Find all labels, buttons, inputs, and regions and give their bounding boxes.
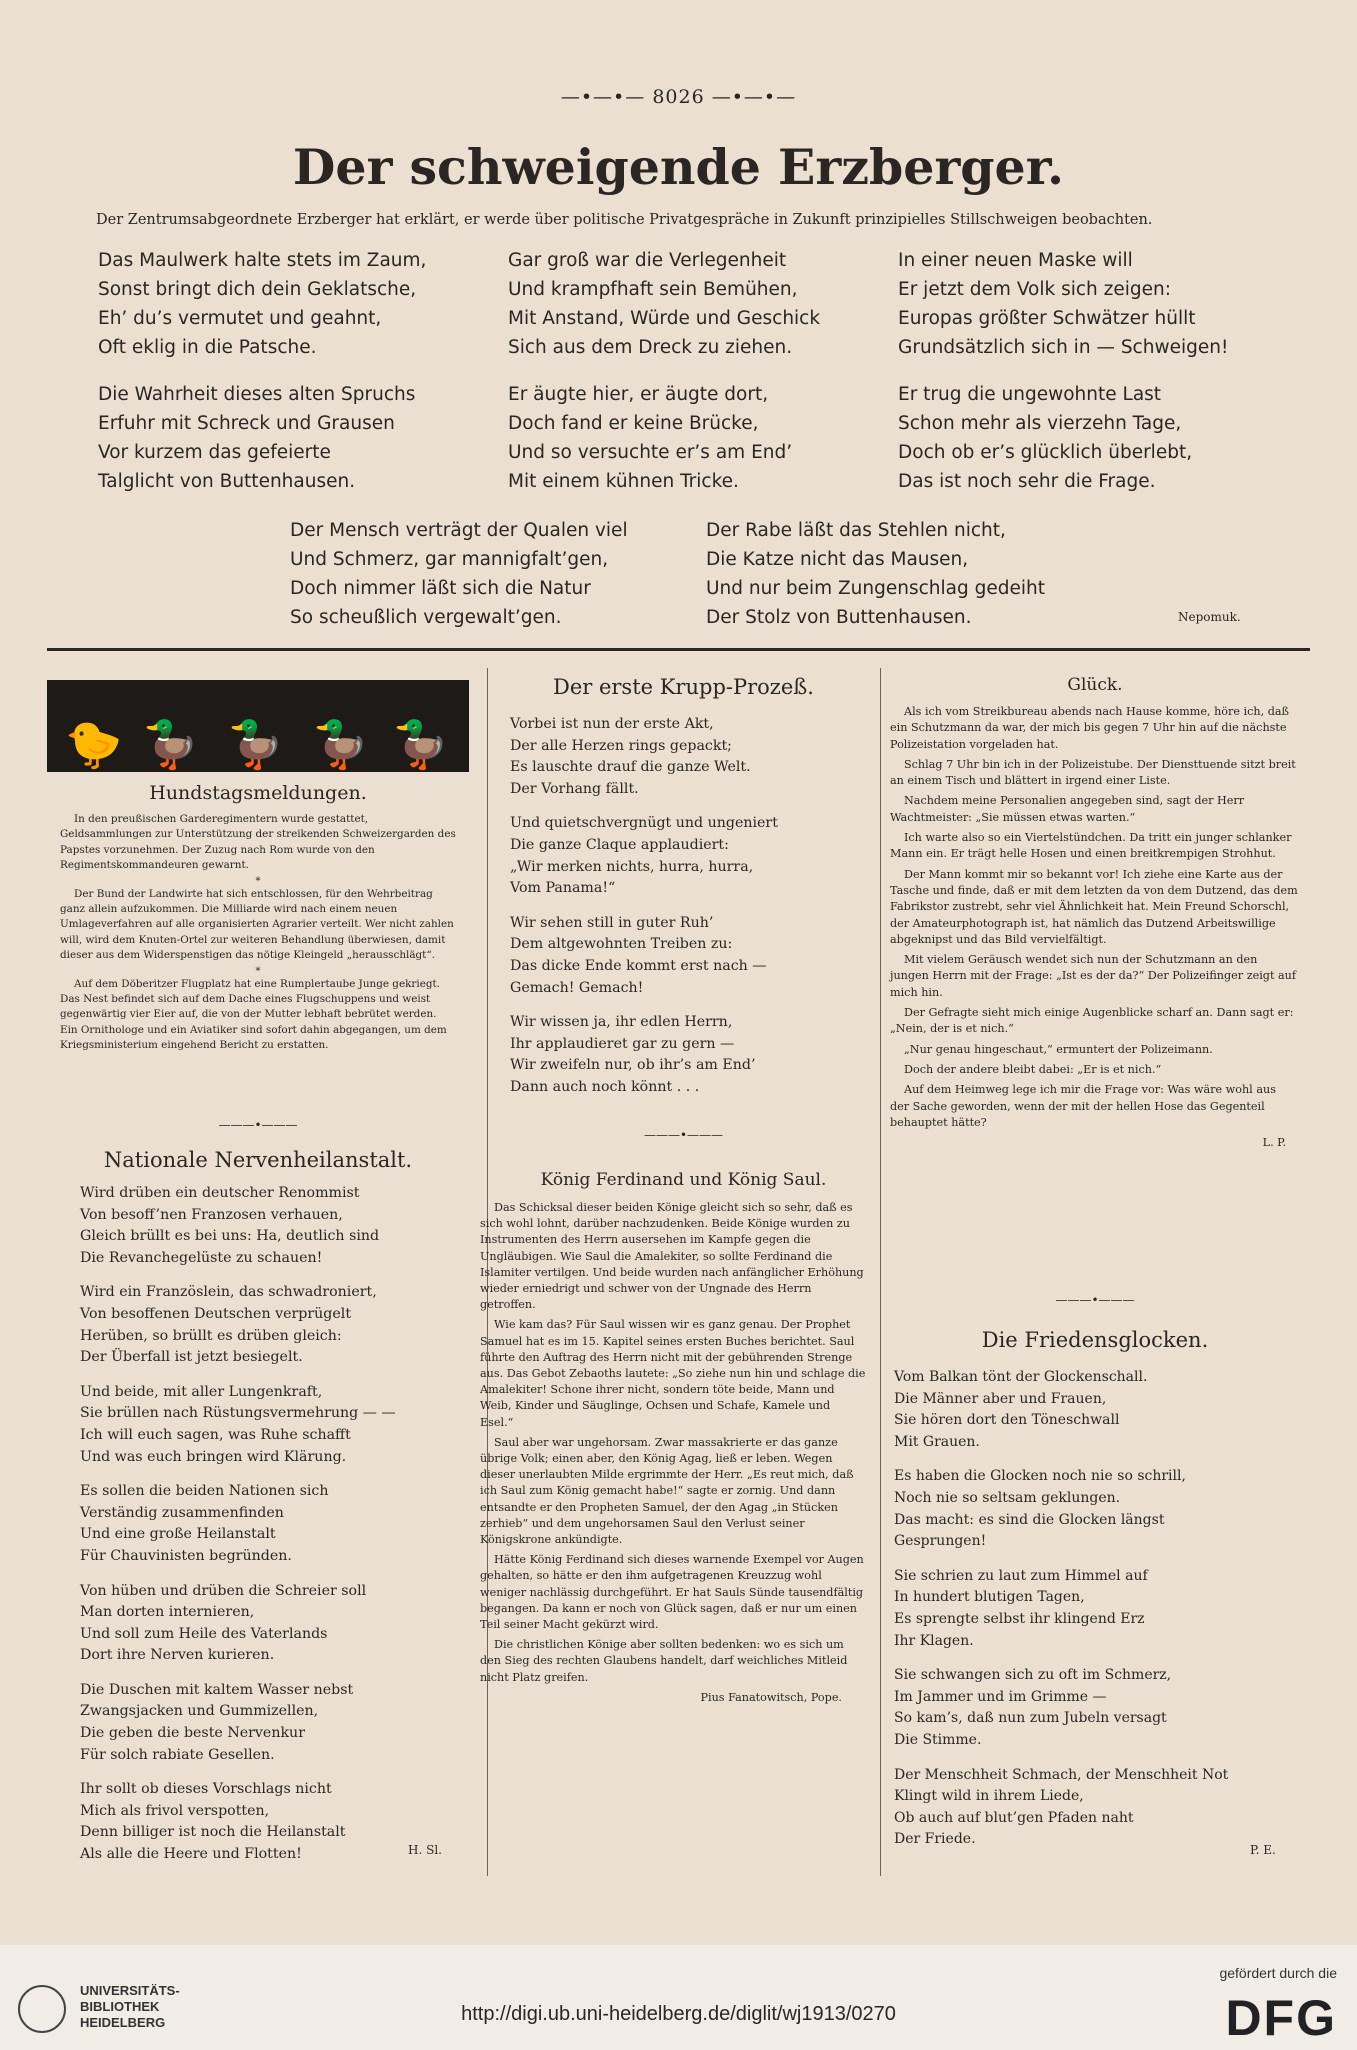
text-line: Verständig zusammenfinden	[80, 1504, 284, 1521]
paragraph: In den preußischen Garderegimentern wurde gestattet, Geldsammlungen zur Unterstützung der streikenden Schweizergarden des Papstes vorzunehmen. Der Zuzug nach Rom wurde von den Regimentskommandeuren gewarnt.	[60, 813, 456, 872]
verse-line: Der Rabe läßt das Stehlen nicht,	[706, 520, 1006, 541]
text-line: Zwangsjacken und Gummizellen,	[80, 1703, 319, 1720]
text-line: Klingt wild in ihrem Liede,	[894, 1788, 1084, 1805]
friedensglocken-poem	[894, 1367, 1228, 1864]
paragraph: Das Schicksal dieser beiden Könige gleicht sich so sehr, daß es sich wohl lohnt, darüber nachzudenken. Beide Könige wurden zu Instrumenten des Herrn ausersehen im Kampfe gegen die Ungläubigen. Wie Saul die Amalekiter, so sollte Ferdinand die Islamiter vertilgen. Und beide wurden nach anfänglicher Erhöhung wieder erniedrigt und schwer von der Ungnade des Herrn getroffen.	[480, 1201, 864, 1312]
text-line: In hundert blutigen Tagen,	[894, 1589, 1085, 1606]
friedensglocken-title: Die Friedensglocken.	[981, 1328, 1209, 1352]
paragraph: Nachdem meine Personalien angegeben sind, sagt der Herr Wachtmeister: „Sie müssen etwas warten.“	[890, 794, 1245, 824]
stanza	[80, 1183, 396, 1269]
text-line: Ihr Klagen.	[894, 1632, 974, 1649]
text-line: Die Duschen mit kaltem Wasser nebst	[80, 1681, 354, 1698]
paragraph: „Nur genau hingeschaut,“ ermuntert der Polizeimann.	[904, 1042, 1213, 1056]
verse-line: Doch nimmer läßt sich die Natur	[290, 578, 591, 599]
text-line: Wir sehen still in guter Ruh’	[510, 914, 714, 931]
duck-icon: 🦆	[392, 717, 450, 771]
library-name-line: UNIVERSITÄTS-	[80, 1983, 180, 1998]
text-line: Wir wissen ja, ihr edlen Herrn,	[510, 1014, 733, 1031]
text-line: Wird drüben ein deutscher Renommist	[80, 1185, 360, 1201]
main-poem-stanza	[98, 246, 426, 362]
ducks-illustration	[47, 680, 469, 772]
verse-line: Der Mensch verträgt der Qualen viel	[290, 520, 628, 541]
text-line: Das dicke Ende kommt erst nach —	[510, 957, 767, 974]
text-line: Dort ihre Nerven kurieren.	[80, 1647, 275, 1664]
verse-line: Talglicht von Buttenhausen.	[98, 471, 356, 492]
text-line: Sie schrien zu laut zum Himmel auf	[894, 1567, 1148, 1584]
text-line: Die Revanchegelüste zu schauen!	[80, 1249, 323, 1266]
verse-line: Doch fand er keine Brücke,	[508, 413, 759, 434]
nationale-title: Nationale Nervenheilanstalt.	[103, 1148, 413, 1172]
text-line: Und beide, mit aller Lungenkraft,	[80, 1383, 323, 1400]
text-line: Und was euch bringen wird Klärung.	[80, 1448, 347, 1465]
stanza	[80, 1680, 396, 1766]
stanza	[80, 1581, 396, 1667]
text-line: Der Friede.	[894, 1831, 976, 1848]
friedensglocken-signature: P. E.	[1250, 1843, 1276, 1857]
verse-line: Und Schmerz, gar mannigfalt’gen,	[290, 549, 609, 570]
text-line: Die Stimme.	[894, 1731, 982, 1748]
text-line: Wird ein Französlein, das schwadroniert,	[80, 1284, 377, 1301]
text-line: Der Vorhang fällt.	[510, 780, 639, 797]
text-line: Wir zweifeln nur, ob ihr’s am End’	[510, 1057, 756, 1074]
divider-ornament: ———•———	[218, 1118, 298, 1132]
text-line: So kam’s, daß nun zum Jubeln versagt	[894, 1710, 1167, 1727]
main-poem-stanza	[508, 380, 792, 496]
column-rule	[880, 668, 881, 1876]
stanza	[80, 1481, 396, 1567]
text-line: Sie schwangen sich zu oft im Schmerz,	[894, 1667, 1172, 1684]
page-number-value: 8026	[652, 86, 705, 108]
library-name-line: BIBLIOTHEK	[80, 1999, 160, 2014]
text-line: Für solch rabiate Gesellen.	[80, 1746, 275, 1763]
verse-line: Er trug die ungewohnte Last	[898, 384, 1162, 405]
paragraph: Die christlichen Könige aber sollten bedenken: wo es sich um den Sieg des rechten Glaubens handelt, darf weichliches Mitleid nicht Platz greifen.	[480, 1638, 848, 1684]
text-line: Der Überfall ist jetzt besiegelt.	[80, 1349, 303, 1366]
glueck-title: Glück.	[1067, 675, 1123, 695]
stanza	[80, 1382, 396, 1468]
page-number-ornament-left: —•—•—	[560, 86, 646, 108]
verse-line: Mit einem kühnen Tricke.	[508, 471, 739, 492]
verse-line: Die Wahrheit dieses alten Spruchs	[98, 384, 416, 405]
verse-line: Das Maulwerk halte stets im Zaum,	[98, 250, 427, 271]
verse-line: Er äugte hier, er äugte dort,	[508, 384, 769, 405]
text-line: Denn billiger ist noch die Heilanstalt	[80, 1824, 346, 1841]
text-line: Gemach! Gemach!	[510, 979, 644, 996]
text-line: Von hüben und drüben die Schreier soll	[80, 1582, 367, 1599]
paragraph: Wie kam das? Für Saul wissen wir es ganz genau. Der Prophet Samuel hat es im 15. Kapitel seines ersten Buches berichtet. Saul führte den Auftrag des Herrn nicht mit der gebührenden Strenge aus. Das Gebot Zebaoths lautete: „So ziehe nun hin und schlage die Amalekiter! Schone ihrer nicht, sondern töte beide, Mann und Weib, Kinder und Säuglinge, Ochsen und Schafe, Kamele und Esel.“	[480, 1318, 866, 1429]
verse-line: Die Katze nicht das Mausen,	[706, 549, 969, 570]
verse-line: Europas größter Schwätzer hüllt	[898, 308, 1196, 329]
stanza	[894, 1566, 1228, 1652]
verse-line: Grundsätzlich sich in — Schweigen!	[898, 337, 1229, 358]
paragraph: Auf dem Heimweg lege ich mir die Frage vor: Was wäre wohl aus der Sache geworden, wenn der mit der hellen Hose das Gegenteil behauptet hätte?	[890, 1083, 1276, 1129]
text-line: Der alle Herzen rings gepackt;	[510, 737, 732, 754]
paragraph: Hätte König Ferdinand sich dieses warnende Exempel vor Augen gehalten, so hätte er den ihm aufgetragenen Kreuzzug wohl weniger nachlässig durchgeführt. Er hat Sauls Sünde tausendfältig begangen. Da kann er noch von Glück sagen, daß er nur um einen Teil seiner Macht gekürzt wird.	[480, 1553, 864, 1632]
paragraph: Der Mann kommt mir so bekannt vor! Ich ziehe eine Karte aus der Tasche und finde, daß er mit dem letzten da von dem Dutzend, das dem Fabrikstor zustrebt, sehr viel Ähnlichkeit hat. Mein Freund Schorschl, der Amateurphotograph ist, hat nämlich das Dutzend Arbeitswillige abgeknipst und das Bild vervielfältigt.	[890, 867, 1298, 946]
verse-line: Das ist noch sehr die Frage.	[898, 471, 1156, 492]
ferdinand-title: König Ferdinand und König Saul.	[540, 1170, 827, 1190]
viewer-footer	[0, 1945, 1357, 2050]
main-poem-stanza	[898, 246, 1228, 362]
asterisk-divider: *	[255, 965, 261, 977]
text-line: Es sprengte selbst ihr klingend Erz	[894, 1610, 1145, 1627]
paragraph: Mit vielem Geräusch wendet sich nun der Schutzmann an den jungen Herrn mit der Frage: „Ist es der da?“ Der Polizeifinger zeigt auf mich hin.	[890, 953, 1297, 999]
main-poem-stanza	[98, 380, 415, 496]
stanza	[510, 813, 778, 899]
stanza	[510, 1012, 778, 1098]
verse-line: Sich aus dem Dreck zu ziehen.	[508, 337, 793, 358]
main-poem-signature: Nepomuk.	[1178, 610, 1241, 624]
stanza	[894, 1665, 1228, 1751]
asterisk-divider: *	[255, 875, 261, 887]
ferdinand-signature: Pius Fanatowitsch, Pope.	[700, 1690, 842, 1704]
section-divider-rule	[47, 648, 1310, 651]
glueck-body	[890, 704, 1298, 1151]
text-line: „Wir merken nichts, hurra, hurra,	[510, 858, 754, 875]
verse-line: Vor kurzem das gefeierte	[98, 442, 331, 463]
dfg-logo[interactable]: DFG	[1225, 1990, 1337, 2046]
text-line: Die Männer aber und Frauen,	[894, 1390, 1107, 1407]
text-line: Vorbei ist nun der erste Akt,	[510, 716, 714, 732]
text-line: Ihr applaudieret gar zu gern —	[510, 1035, 735, 1052]
verse-line: Erfuhr mit Schreck und Grausen	[98, 413, 395, 434]
paragraph: Als ich vom Streikbureau abends nach Hause komme, höre ich, daß ein Schutzmann da war, der mich bis gegen 7 Uhr hin auf die nächste Polizeistation vorgeladen hat.	[890, 705, 1289, 751]
paragraph: Der Gefragte sieht mich einige Augenblicke scharf an. Dann sagt er: „Nein, der is et nich.“	[890, 1006, 1294, 1036]
text-line: Von besoffenen Deutschen verprügelt	[80, 1305, 352, 1322]
verse-line: So scheußlich vergewalt’gen.	[290, 607, 562, 628]
paragraph: Saul aber war ungehorsam. Zwar massakrierte er das ganze übrige Volk; einen aber, den König Agag, ließ er leben. Wegen dieser unerlaubten Milde ergrimmte der Herr. „Es reut mich, daß ich Saul zum König gemacht habe!“ sagte er zornig. Und dann entsandte er den Propheten Samuel, der den Agag „in Stücken zerhieb“ und dem ungehorsamen Saul den Verlust seiner Königskrone ankündigte.	[480, 1435, 854, 1547]
paragraph: Schlag 7 Uhr bin ich in der Polizeistube. Der Diensttuende sitzt breit an einem Tisch und blättert in irgend einer Liste.	[890, 757, 1296, 788]
nationale-poem	[80, 1183, 396, 1879]
verse-line: Und so versuchte er’s am End’	[508, 442, 793, 463]
paragraph: Ich warte also so ein Viertelstündchen. Da tritt ein junger schlanker Mann ein. Er trägt helle Hosen und einen breitkrempigen Strohhut.	[890, 831, 1292, 861]
text-line: Ihr sollt ob dieses Vorschlags nicht	[80, 1781, 332, 1798]
text-line: Gesprungen!	[894, 1533, 987, 1550]
stanza	[894, 1466, 1228, 1552]
verse-line: Oft eklig in die Patsche.	[98, 337, 317, 358]
text-line: Sie brüllen nach Rüstungsvermehrung — —	[80, 1405, 396, 1422]
main-poem-stanza	[706, 516, 1045, 632]
main-poem-stanza	[508, 246, 820, 362]
stanza	[894, 1367, 1228, 1453]
duck-icon: 🐤	[65, 717, 123, 771]
verse-line: Und nur beim Zungenschlag gedeiht	[706, 578, 1045, 599]
text-line: Dann auch noch könnt . . .	[510, 1078, 700, 1095]
text-line: Gleich brüllt es bei uns: Ha, deutlich sind	[80, 1228, 380, 1245]
text-line: Von besoff’nen Franzosen verhauen,	[80, 1206, 343, 1223]
paragraph: Auf dem Döberitzer Flugplatz hat eine Rumplertaube Junge gekriegt. Das Nest befindet sich auf dem Dache eines Flugschuppens und weist gegenwärtig vier Eier auf, die von der Mutter lebhaft bebrütet werden. Ein Ornithologe und ein Aviatiker sind sofort dahin abgegangen, um dem Kriegsministerium eingehend Bericht zu erstatten.	[60, 977, 447, 1052]
text-line: Das macht: es sind die Glocken längst	[894, 1511, 1165, 1528]
permalink-url[interactable]: http://digi.ub.uni-heidelberg.de/diglit/wj1913/0270	[461, 2003, 896, 2025]
text-line: Ob auch auf blut’gen Pfaden naht	[894, 1809, 1134, 1826]
hundstag-title: Hundstagsmeldungen.	[149, 782, 367, 804]
text-line: Man dorten internieren,	[80, 1604, 255, 1621]
verse-line: Gar groß war die Verlegenheit	[508, 250, 787, 271]
text-line: Die ganze Claque applaudiert:	[510, 836, 729, 853]
stanza	[510, 913, 778, 999]
text-line: Sie hören dort den Töneschwall	[894, 1412, 1120, 1429]
text-line: Und soll zum Heile des Vaterlands	[80, 1625, 328, 1642]
text-line: Vom Balkan tönt der Glockenschall.	[894, 1369, 1148, 1385]
verse-line: Er jetzt dem Volk sich zeigen:	[898, 279, 1171, 300]
verse-line: Mit Anstand, Würde und Geschick	[508, 308, 821, 329]
verse-line: Und krampfhaft sein Bemühen,	[508, 279, 798, 300]
main-poem-stanza	[290, 516, 628, 632]
divider-ornament: ———•———	[1055, 1293, 1135, 1307]
text-line: Herüben, so brüllt es drüben gleich:	[80, 1327, 342, 1344]
text-line: Es lauschte drauf die ganze Welt.	[510, 759, 751, 776]
text-line: Ich will euch sagen, was Ruhe schafft	[80, 1426, 351, 1443]
verse-line: Sonst bringt dich dein Geklatsche,	[98, 279, 417, 300]
verse-line: Eh’ du’s vermutet und geahnt,	[98, 308, 382, 329]
duck-icon: 🦆	[227, 717, 285, 771]
page-number	[0, 86, 1357, 108]
duck-icon: 🦆	[312, 717, 370, 771]
text-line: Für Chauvinisten begründen.	[80, 1547, 292, 1564]
page-number-ornament-right: —•—•—	[711, 86, 797, 108]
text-line: Mich als frivol verspotten,	[80, 1802, 270, 1819]
text-line: Vom Panama!“	[510, 880, 616, 897]
stanza	[80, 1282, 396, 1368]
nationale-signature: H. Sl.	[408, 1843, 442, 1857]
hundstag-body	[60, 812, 456, 1057]
text-line: Mit Grauen.	[894, 1433, 980, 1450]
text-line: Noch nie so seltsam geklungen.	[894, 1489, 1121, 1506]
paragraph: Der Bund der Landwirte hat sich entschlossen, für den Wehrbeitrag ganz allein aufzukommen. Die Milliarde wird nach einem neuen Umlageverfahren auf alle organisierten Agrarier verteilt. Wer nicht zahlen will, wird dem Knuten-Ortel zur weiteren Behandlung überwiesen, damit dieser aus dem Widerspenstigen das nötige Kleingeld „herausschlägt“.	[60, 887, 454, 962]
text-line: Die geben die beste Nervenkur	[80, 1725, 305, 1742]
verse-line: Doch ob er’s glücklich überlebt,	[898, 442, 1193, 463]
stanza	[894, 1765, 1228, 1851]
page-subtitle: Der Zentrumsabgeordnete Erzberger hat erklärt, er werde über politische Privatgespräche in Zukunft prinzipielles Stillschweigen beobachten.	[96, 212, 1153, 228]
library-name-line: HEIDELBERG	[80, 2015, 166, 2030]
krupp-title: Der erste Krupp-Prozeß.	[552, 675, 814, 699]
divider-ornament: ———•———	[643, 1128, 724, 1142]
text-line: Und eine große Heilanstalt	[80, 1526, 276, 1543]
text-line: Dem altgewohnten Treiben zu:	[510, 936, 733, 953]
glueck-signature: L. P.	[1262, 1136, 1286, 1150]
text-line: Es haben die Glocken noch nie so schrill,	[894, 1468, 1186, 1485]
text-line: Der Menschheit Schmach, der Menschheit Not	[894, 1766, 1229, 1783]
verse-line: In einer neuen Maske will	[898, 250, 1133, 271]
funding-note: gefördert durch die	[1219, 1965, 1337, 1981]
text-line: Im Jammer und im Grimme —	[894, 1688, 1107, 1705]
text-line: Als alle die Heere und Flotten!	[80, 1846, 302, 1863]
ferdinand-body	[480, 1200, 866, 1706]
paragraph: Doch der andere bleibt dabei: „Er is et nich.“	[904, 1062, 1162, 1076]
text-line: Es sollen die beiden Nationen sich	[80, 1483, 329, 1500]
page-title: Der schweigende Erzberger.	[292, 138, 1065, 196]
krupp-poem	[510, 714, 778, 1112]
stanza	[510, 714, 778, 800]
main-poem-stanza	[898, 380, 1192, 496]
verse-line: Der Stolz von Buttenhausen.	[706, 607, 972, 628]
verse-line: Schon mehr als vierzehn Tage,	[898, 413, 1182, 434]
text-line: Und quietschvergnügt und ungeniert	[510, 815, 778, 832]
stanza	[80, 1779, 396, 1865]
duck-icon: 🦆	[142, 717, 200, 771]
